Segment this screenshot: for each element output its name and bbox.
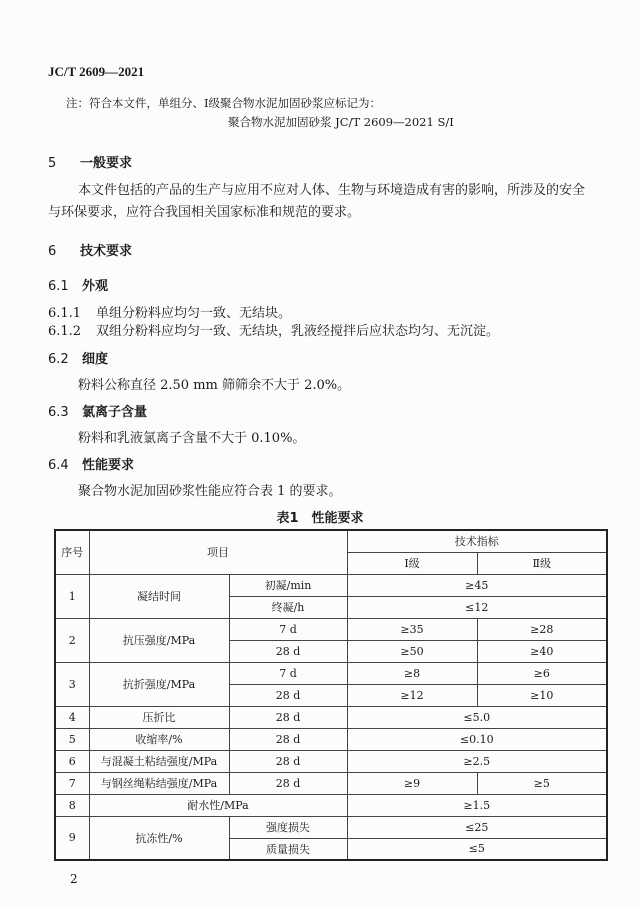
row-item: 抗冻性/% bbox=[89, 816, 229, 860]
row-value: ≥45 bbox=[347, 574, 607, 596]
row-no: 4 bbox=[55, 706, 89, 728]
row-value-grade-1: ≥12 bbox=[347, 684, 477, 706]
row-condition: 28 d bbox=[229, 706, 347, 728]
page-number: 2 bbox=[70, 872, 78, 886]
row-no: 8 bbox=[55, 794, 89, 816]
row-no: 7 bbox=[55, 772, 89, 794]
table-row bbox=[55, 772, 607, 794]
clause-6-1-1 bbox=[48, 302, 291, 321]
row-value-grade-2: ≥6 bbox=[477, 662, 607, 684]
table-row bbox=[55, 750, 607, 772]
row-condition: 质量损失 bbox=[229, 838, 347, 860]
row-condition: 7 d bbox=[229, 618, 347, 640]
row-item: 抗压强度/MPa bbox=[89, 618, 229, 662]
marking-note: 注：符合本文件，单组分、Ⅰ级聚合物水泥加固砂浆应标记为： bbox=[66, 96, 382, 110]
table-row bbox=[55, 574, 607, 596]
section-6-2-heading bbox=[48, 348, 108, 367]
section-6-heading bbox=[48, 240, 132, 259]
row-value-grade-2: ≥5 bbox=[477, 772, 607, 794]
row-item: 抗折强度/MPa bbox=[89, 662, 229, 706]
section-number: 6 bbox=[48, 244, 57, 259]
section-title: 氯离子含量 bbox=[82, 405, 148, 420]
section-6-3-heading bbox=[48, 401, 147, 420]
clause-6-1-2 bbox=[48, 320, 499, 339]
section-number: 6.2 bbox=[48, 352, 69, 367]
marking-example: 聚合物水泥加固砂浆 JC/T 2609—2021 S/Ⅰ bbox=[228, 115, 454, 129]
row-value-grade-1: ≥50 bbox=[347, 640, 477, 662]
row-condition: 终凝/h bbox=[229, 596, 347, 618]
table-row bbox=[55, 794, 607, 816]
row-value-grade-1: ≥9 bbox=[347, 772, 477, 794]
section-6-1-heading bbox=[48, 275, 108, 294]
row-no: 6 bbox=[55, 750, 89, 772]
row-no: 3 bbox=[55, 662, 89, 706]
row-value: ≥1.5 bbox=[347, 794, 607, 816]
clause-number: 6.1.2 bbox=[48, 324, 82, 339]
row-condition: 28 d bbox=[229, 684, 347, 706]
clause-text: 双组分粉料应均匀一致、无结块，乳液经搅拌后应状态均匀、无沉淀。 bbox=[96, 324, 500, 339]
section-title: 外观 bbox=[82, 279, 109, 294]
row-value: ≤5.0 bbox=[347, 706, 607, 728]
section-title: 一般要求 bbox=[80, 156, 133, 171]
row-no: 5 bbox=[55, 728, 89, 750]
table-row bbox=[55, 816, 607, 838]
header-grade-1: Ⅰ级 bbox=[347, 552, 477, 574]
row-value-grade-2: ≥28 bbox=[477, 618, 607, 640]
header-spec: 技术指标 bbox=[347, 530, 607, 552]
row-condition: 28 d bbox=[229, 640, 347, 662]
section-5-heading bbox=[48, 152, 132, 171]
header-grade-2: Ⅱ级 bbox=[477, 552, 607, 574]
section-number: 6.4 bbox=[48, 458, 69, 473]
document-code-header: JC/T 2609—2021 bbox=[48, 64, 145, 79]
row-condition: 7 d bbox=[229, 662, 347, 684]
performance-table bbox=[54, 529, 608, 861]
table-caption: 表1 性能要求 bbox=[276, 511, 364, 526]
clause-text: 单组分粉料应均匀一致、无结块。 bbox=[96, 306, 292, 321]
row-value-grade-1: ≥35 bbox=[347, 618, 477, 640]
row-value: ≤12 bbox=[347, 596, 607, 618]
section-6-2-body: 粉料公称直径 2.50 mm 筛筛余不大于 2.0%。 bbox=[78, 378, 351, 393]
row-value-grade-2: ≥40 bbox=[477, 640, 607, 662]
table-row bbox=[55, 706, 607, 728]
section-title: 性能要求 bbox=[82, 458, 135, 473]
row-condition: 初凝/min bbox=[229, 574, 347, 596]
row-value: ≤5 bbox=[347, 838, 607, 860]
row-item: 耐水性/MPa bbox=[89, 794, 347, 816]
section-6-4-heading bbox=[48, 454, 134, 473]
row-item: 与混凝土粘结强度/MPa bbox=[89, 750, 229, 772]
row-condition: 28 d bbox=[229, 728, 347, 750]
row-item: 压折比 bbox=[89, 706, 229, 728]
row-condition: 28 d bbox=[229, 772, 347, 794]
header-item: 项目 bbox=[89, 530, 347, 574]
row-no: 2 bbox=[55, 618, 89, 662]
section-title: 细度 bbox=[82, 352, 109, 367]
row-no: 1 bbox=[55, 574, 89, 618]
section-number: 6.3 bbox=[48, 405, 69, 420]
section-6-4-body: 聚合物水泥加固砂浆性能应符合表 1 的要求。 bbox=[78, 484, 342, 499]
section-6-3-body: 粉料和乳液氯离子含量不大于 0.10%。 bbox=[78, 431, 306, 446]
section-number: 5 bbox=[48, 156, 57, 171]
clause-number: 6.1.1 bbox=[48, 306, 82, 321]
row-item: 凝结时间 bbox=[89, 574, 229, 618]
row-value-grade-2: ≥10 bbox=[477, 684, 607, 706]
row-condition: 28 d bbox=[229, 750, 347, 772]
table-row bbox=[55, 728, 607, 750]
table-row bbox=[55, 662, 607, 684]
row-condition: 强度损失 bbox=[229, 816, 347, 838]
row-item: 与钢丝绳粘结强度/MPa bbox=[89, 772, 229, 794]
section-number: 6.1 bbox=[48, 279, 69, 294]
table-row bbox=[55, 618, 607, 640]
row-value: ≤0.10 bbox=[347, 728, 607, 750]
row-value-grade-1: ≥8 bbox=[347, 662, 477, 684]
row-value: ≤25 bbox=[347, 816, 607, 838]
row-no: 9 bbox=[55, 816, 89, 860]
header-no: 序号 bbox=[55, 530, 89, 574]
section-title: 技术要求 bbox=[80, 244, 133, 259]
row-item: 收缩率/% bbox=[89, 728, 229, 750]
section-5-body: 本文件包括的产品的生产与应用不应对人体、生物与环境造成有害的影响，所涉及的安全与环保要求，应符合我国相关国家标准和规范的要求。 bbox=[48, 183, 586, 220]
row-value: ≥2.5 bbox=[347, 750, 607, 772]
